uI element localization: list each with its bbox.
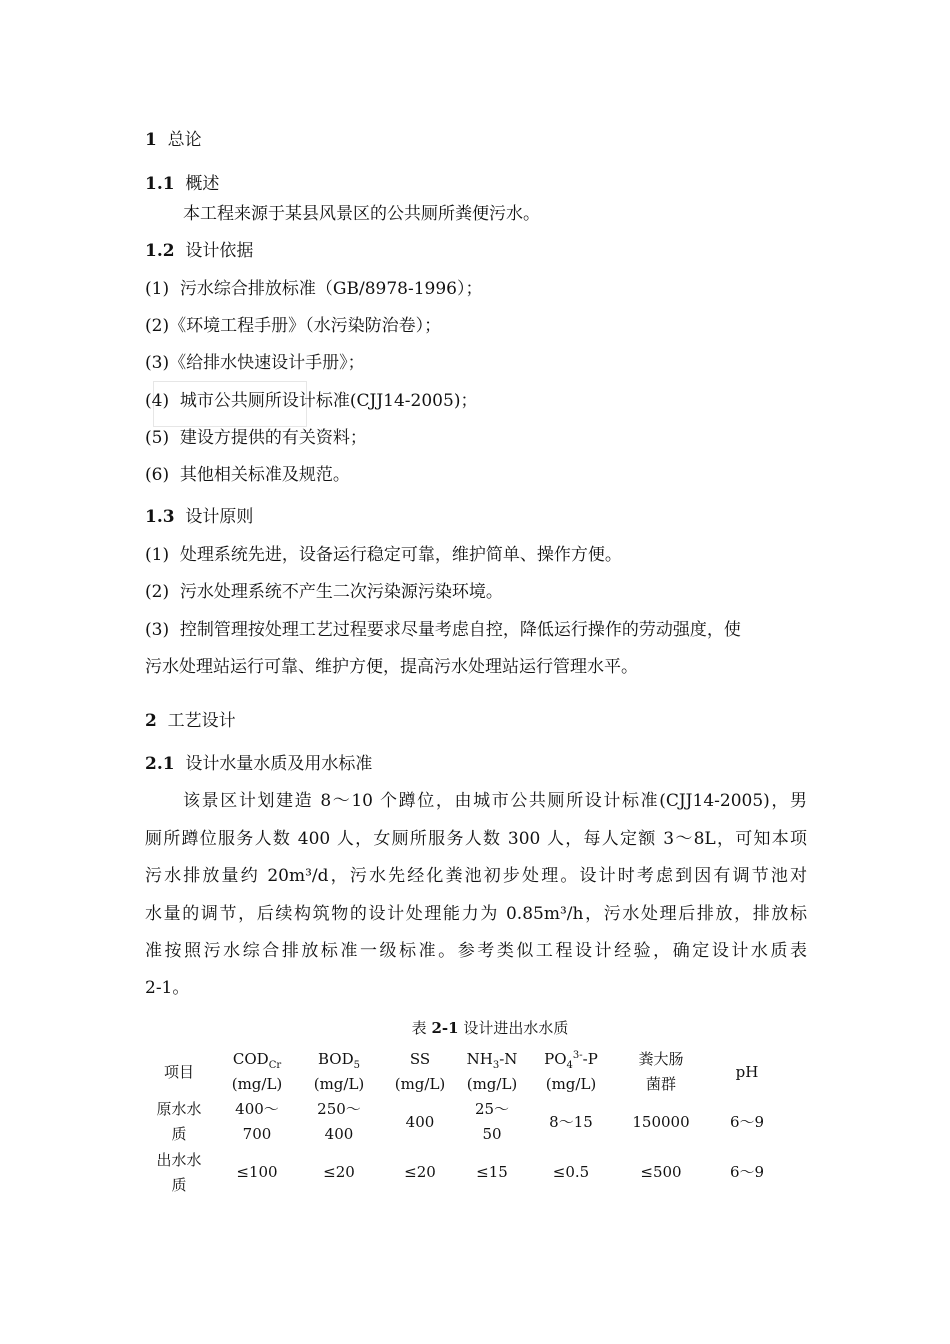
table-cell: 50	[482, 1125, 502, 1143]
list-item: (1) 处理系统先进，设备运行稳定可靠，维护简单、操作方便。	[145, 545, 622, 565]
table-cell: 250～	[317, 1100, 361, 1118]
header-unit: (mg/L)	[313, 1075, 365, 1093]
paragraph-line: 该景区计划建造 8～10 个蹲位，由城市公共厕所设计标准(CJJ14-2005)，男	[183, 791, 807, 811]
header-unit: (mg/L)	[394, 1075, 446, 1093]
table-cell: 8～15	[549, 1113, 593, 1131]
list-item: (1) 污水综合排放标准（GB/8978-1996）；	[145, 279, 483, 299]
header-nh3n: $NH_3-N$	[466, 1050, 518, 1071]
table-cell: 6～9	[729, 1163, 765, 1181]
header-ss: SS	[409, 1050, 431, 1068]
table-cell: 700	[242, 1125, 272, 1143]
table-cell: ≤500	[640, 1163, 682, 1181]
paragraph-overview: 本工程来源于某县风景区的公共厕所粪便污水。	[183, 204, 540, 224]
list-item: (2) 污水处理系统不产生二次污染源污染环境。	[145, 582, 503, 602]
table-cell: ≤15	[476, 1163, 508, 1181]
table-cell: 400	[324, 1125, 354, 1143]
paragraph-line: 2-1。	[145, 978, 190, 998]
heading-1-2: 1.2 设计依据	[145, 241, 254, 261]
list-item: (3) 控制管理按处理工艺过程要求尽量考虑自控，降低运行操作的劳动强度，使	[145, 620, 741, 640]
paragraph-line: 水量的调节，后续构筑物的设计处理能力为 0.85m³/h，污水处理后排放，排放标	[145, 904, 807, 924]
list-item: (4) 城市公共厕所设计标准(CJJ14-2005)；	[145, 391, 478, 411]
paragraph-line: 准按照污水综合排放标准一级标准。参考类似工程设计经验，确定设计水质表	[145, 941, 807, 961]
table-cell: ≤100	[236, 1163, 278, 1181]
heading-section-1: 1 总论	[145, 130, 202, 150]
header-unit: (mg/L)	[466, 1075, 518, 1093]
header-ph: pH	[735, 1063, 759, 1081]
list-item-continuation: 污水处理站运行可靠、维护方便，提高污水处理站运行管理水平。	[145, 657, 638, 677]
row-label-effluent: 出水水	[156, 1151, 202, 1169]
header-coliform: 粪大肠	[638, 1050, 684, 1068]
header-item: 项目	[163, 1063, 195, 1081]
table-cell: ≤20	[323, 1163, 355, 1181]
list-item: (6) 其他相关标准及规范。	[145, 465, 350, 485]
row-label-raw: 质	[171, 1125, 187, 1143]
heading-1-3: 1.3 设计原则	[145, 507, 254, 527]
paragraph-line: 污水排放量约 20m³/d，污水先经化粪池初步处理。设计时考虑到因有调节池对	[145, 866, 807, 886]
header-po4p: $PO_4^{3-}-P$	[544, 1050, 598, 1071]
header-bod: $BOD_5$	[318, 1050, 360, 1071]
table-cell: ≤0.5	[552, 1163, 590, 1181]
paragraph-line: 厕所蹲位服务人数 400 人，女厕所服务人数 300 人，每人定额 3～8L，可知本项	[145, 829, 807, 849]
row-label-effluent: 质	[171, 1176, 187, 1194]
list-item: (2)《环境工程手册》（水污染防治卷）；	[145, 316, 442, 336]
table-cell: 25～	[474, 1100, 510, 1118]
table-cell: ≤20	[404, 1163, 436, 1181]
table-caption: 表 2-1 设计进出水水质	[411, 1019, 569, 1037]
heading-2-1: 2.1 设计水量水质及用水标准	[145, 754, 373, 774]
heading-section-2: 2 工艺设计	[145, 711, 236, 731]
table-cell: 150000	[632, 1113, 690, 1131]
header-unit: (mg/L)	[545, 1075, 597, 1093]
list-item: (3)《给排水快速设计手册》；	[145, 353, 365, 373]
table-cell: 400～	[235, 1100, 279, 1118]
header-unit: (mg/L)	[231, 1075, 283, 1093]
header-coliform: 菌群	[645, 1075, 677, 1093]
list-item: (5) 建设方提供的有关资料；	[145, 428, 367, 448]
heading-1-1: 1.1 概述	[145, 174, 220, 194]
table-cell: 6～9	[729, 1113, 765, 1131]
table-cell: 400	[405, 1113, 435, 1131]
row-label-raw: 原水水	[156, 1100, 202, 1118]
header-cod: $COD_{Cr}$	[232, 1050, 282, 1071]
